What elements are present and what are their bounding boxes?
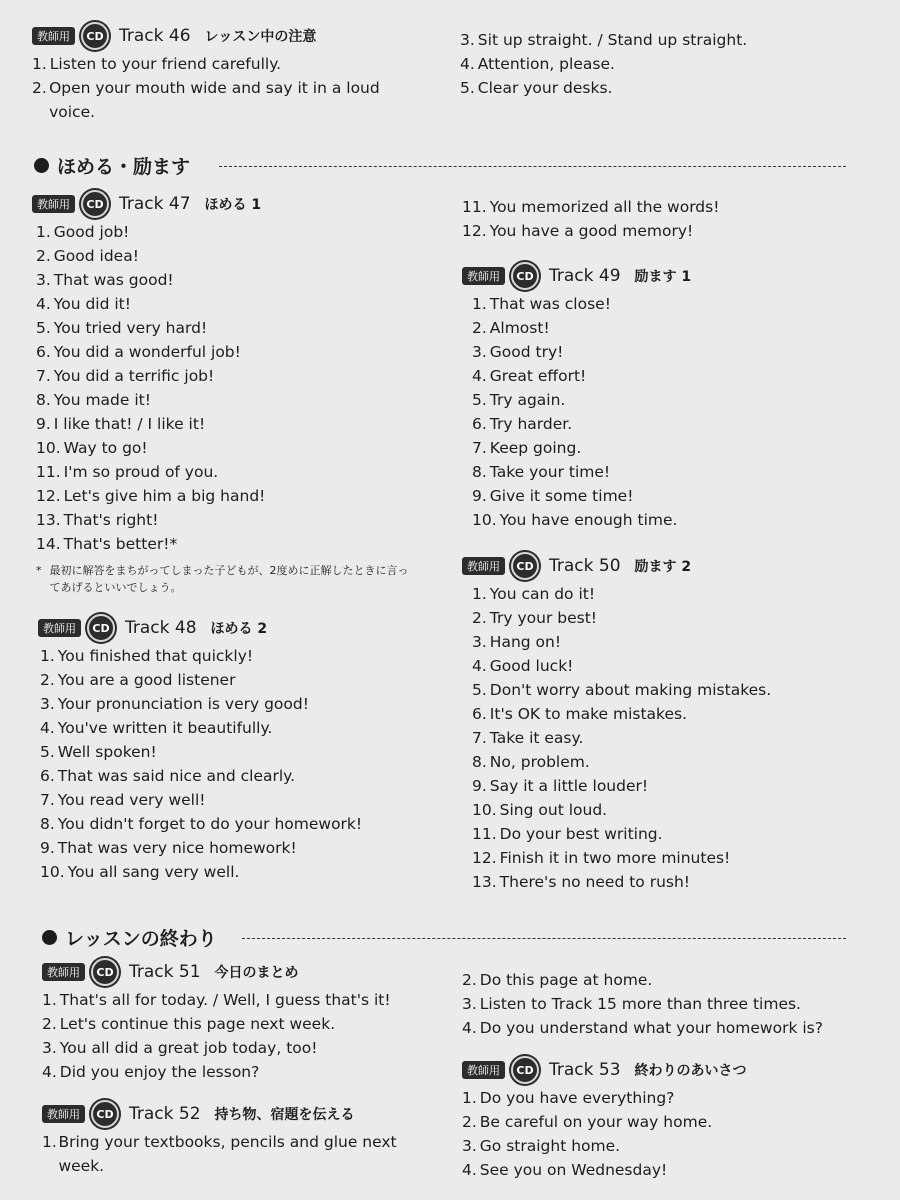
cd-icon: CD — [81, 190, 109, 218]
item-text: No, problem. — [489, 753, 590, 771]
cd-icon: CD — [81, 22, 109, 50]
item-text: Sing out loud. — [499, 801, 608, 819]
list-item — [40, 668, 438, 692]
phrase-list — [42, 1130, 412, 1178]
item-text: Give it some time! — [489, 487, 634, 505]
track-49-block — [462, 260, 862, 532]
track-51-header — [42, 956, 442, 988]
list-item — [42, 1012, 442, 1036]
track-number: Track 52 — [129, 1104, 201, 1124]
list-item — [472, 798, 862, 822]
item-number: 10. — [472, 801, 497, 819]
list-item — [36, 364, 432, 388]
item-text: Let's give him a big hand! — [63, 487, 266, 505]
cd-icon: CD — [91, 958, 119, 986]
phrase-list — [462, 968, 882, 1040]
track-51-block — [42, 956, 442, 1084]
item-text: Try your best! — [489, 609, 597, 627]
item-text: Try again. — [489, 391, 566, 409]
teacher-badge: 教師用 — [32, 27, 75, 45]
track-52-continued — [462, 968, 882, 1040]
track-title: 今日のまとめ — [214, 965, 299, 981]
list-item — [40, 812, 438, 836]
list-item — [472, 822, 862, 846]
item-text: Hang on! — [489, 633, 562, 651]
item-text: Do you have everything? — [479, 1089, 675, 1107]
track-50-block — [462, 550, 862, 894]
list-item — [36, 412, 432, 436]
list-item — [472, 630, 862, 654]
item-text: You all sang very well. — [67, 863, 240, 881]
item-text: You can do it! — [489, 585, 596, 603]
item-text: Listen to Track 15 more than three times. — [479, 995, 801, 1013]
item-text: You memorized all the words! — [489, 198, 720, 216]
item-text: You all did a great job today, too! — [59, 1039, 318, 1057]
list-item — [36, 244, 432, 268]
list-item — [36, 292, 432, 316]
list-item — [472, 340, 862, 364]
section-title: ほめる・励ます — [57, 156, 191, 178]
list-item — [40, 764, 438, 788]
list-item — [472, 846, 862, 870]
item-text: That was close! — [489, 295, 611, 313]
item-text: It's OK to make mistakes. — [489, 705, 687, 723]
list-item — [472, 388, 862, 412]
item-number: 5. — [472, 391, 487, 409]
track-53-block — [462, 1054, 862, 1182]
item-number: 14. — [36, 535, 61, 553]
dashed-divider — [219, 166, 846, 167]
track-47-header — [32, 188, 432, 220]
section-heading-praise — [34, 152, 846, 179]
item-text: Do this page at home. — [479, 971, 653, 989]
teacher-badge: 教師用 — [462, 557, 505, 575]
list-item — [36, 268, 432, 292]
item-number: 5. — [40, 743, 55, 761]
item-number: 2. — [42, 1015, 57, 1033]
item-text: Let's continue this page next week. — [59, 1015, 336, 1033]
item-number: 9. — [40, 839, 55, 857]
item-number: 2. — [462, 971, 477, 989]
list-item — [472, 678, 862, 702]
track-title: 終わりのあいさつ — [634, 1063, 747, 1079]
item-text: Be careful on your way home. — [479, 1113, 713, 1131]
list-item — [42, 988, 442, 1012]
item-text: See you on Wednesday! — [479, 1161, 668, 1179]
track-title: 持ち物、宿題を伝える — [214, 1107, 355, 1123]
section-heading-end — [42, 924, 846, 951]
list-item — [40, 716, 438, 740]
item-text: You have enough time. — [499, 511, 678, 529]
list-item — [42, 1060, 442, 1084]
track-46-header — [32, 20, 412, 52]
item-number: 1. — [32, 55, 47, 73]
item-text: Good idea! — [53, 247, 139, 265]
teacher-badge: 教師用 — [32, 195, 75, 213]
item-number: 3. — [460, 31, 475, 49]
item-number: 10. — [472, 511, 497, 529]
item-text: Good try! — [489, 343, 564, 361]
track-48-block — [38, 612, 438, 884]
item-number: 2. — [32, 79, 47, 97]
item-number: 6. — [40, 767, 55, 785]
item-text: Great effort! — [489, 367, 587, 385]
track-number: Track 50 — [549, 556, 621, 576]
list-item — [472, 654, 862, 678]
track-title: ほめる 2 — [210, 621, 268, 637]
item-number: 11. — [462, 198, 487, 216]
track-46-continued — [460, 28, 860, 100]
track-46-block — [32, 20, 412, 124]
list-item — [472, 508, 862, 532]
item-number: 10. — [40, 863, 65, 881]
list-item — [40, 836, 438, 860]
list-item — [472, 702, 862, 726]
item-number: 13. — [36, 511, 61, 529]
cd-icon: CD — [511, 552, 539, 580]
list-item — [36, 532, 432, 556]
item-number: 3. — [36, 271, 51, 289]
list-item — [36, 460, 432, 484]
item-text: You finished that quickly! — [57, 647, 254, 665]
item-text: You tried very hard! — [53, 319, 208, 337]
item-text: That was said nice and clearly. — [57, 767, 296, 785]
item-number: 7. — [472, 729, 487, 747]
item-number: 2. — [40, 671, 55, 689]
item-number: 4. — [462, 1161, 477, 1179]
list-item — [462, 1016, 882, 1040]
phrase-list — [36, 220, 432, 556]
item-text: Bring your textbooks, pencils and glue next week. — [58, 1133, 397, 1175]
cd-icon: CD — [91, 1100, 119, 1128]
item-number: 1. — [462, 1089, 477, 1107]
list-item — [36, 340, 432, 364]
list-item — [472, 412, 862, 436]
list-item — [36, 484, 432, 508]
item-text: Good job! — [53, 223, 130, 241]
list-item — [462, 1134, 862, 1158]
section-title: レッスンの終わり — [65, 928, 217, 950]
track-title: 励ます 2 — [634, 559, 692, 575]
item-number: 12. — [462, 222, 487, 240]
phrase-list — [32, 52, 412, 124]
item-number: 1. — [36, 223, 51, 241]
list-item — [472, 316, 862, 340]
item-number: 7. — [40, 791, 55, 809]
list-item — [40, 740, 438, 764]
list-item — [460, 28, 860, 52]
item-number: 8. — [472, 753, 487, 771]
list-item — [462, 195, 862, 219]
item-text: That's right! — [63, 511, 159, 529]
item-number: 7. — [472, 439, 487, 457]
list-item — [472, 460, 862, 484]
item-text: That was good! — [53, 271, 174, 289]
list-item — [462, 1086, 862, 1110]
item-text: You did a wonderful job! — [53, 343, 241, 361]
track-53-header — [462, 1054, 862, 1086]
list-item — [472, 484, 862, 508]
list-item — [472, 292, 862, 316]
dashed-divider — [242, 938, 846, 939]
item-text: Well spoken! — [57, 743, 157, 761]
item-text: You did it! — [53, 295, 131, 313]
item-text: You made it! — [53, 391, 151, 409]
cd-icon: CD — [511, 1056, 539, 1084]
item-text: Attention, please. — [477, 55, 615, 73]
item-text: Try harder. — [489, 415, 573, 433]
item-number: 8. — [472, 463, 487, 481]
item-number: 12. — [472, 849, 497, 867]
track-52-block — [42, 1098, 412, 1178]
item-number: 11. — [472, 825, 497, 843]
track-48-header — [38, 612, 438, 644]
list-item — [472, 436, 862, 460]
item-number: 3. — [472, 343, 487, 361]
item-number: 6. — [36, 343, 51, 361]
item-number: 1. — [472, 295, 487, 313]
item-text: You have a good memory! — [489, 222, 694, 240]
track-number: Track 47 — [119, 194, 191, 214]
item-number: 11. — [36, 463, 61, 481]
item-text: Listen to your friend carefully. — [49, 55, 282, 73]
item-number: 6. — [472, 705, 487, 723]
list-item — [472, 364, 862, 388]
item-number: 5. — [472, 681, 487, 699]
list-item — [42, 1130, 412, 1178]
list-item — [40, 692, 438, 716]
list-item — [472, 750, 862, 774]
bullet-icon — [34, 158, 49, 173]
phrase-list — [40, 644, 438, 884]
item-text: You did a terrific job! — [53, 367, 215, 385]
phrase-list — [472, 292, 862, 532]
list-item — [36, 316, 432, 340]
cd-icon: CD — [87, 614, 115, 642]
footnote: * 最初に解答をまちがってしまった子どもが、2度めに正解したときに言ってあげるといいでしょう。 — [36, 562, 416, 596]
item-number: 9. — [472, 487, 487, 505]
list-item — [36, 436, 432, 460]
item-text: I'm so proud of you. — [63, 463, 219, 481]
item-text: Do your best writing. — [499, 825, 663, 843]
item-number: 4. — [472, 367, 487, 385]
item-number: 10. — [36, 439, 61, 457]
track-title: 励ます 1 — [634, 269, 692, 285]
item-text: Your pronunciation is very good! — [57, 695, 309, 713]
track-number: Track 46 — [119, 26, 191, 46]
track-47-block — [32, 188, 432, 596]
item-number: 1. — [472, 585, 487, 603]
track-50-header — [462, 550, 862, 582]
item-number: 4. — [472, 657, 487, 675]
item-number: 6. — [472, 415, 487, 433]
list-item — [40, 644, 438, 668]
phrase-list — [462, 195, 862, 243]
list-item — [462, 1158, 862, 1182]
item-number: 3. — [462, 1137, 477, 1155]
phrase-list — [460, 28, 860, 100]
item-number: 12. — [36, 487, 61, 505]
item-text: Keep going. — [489, 439, 582, 457]
footnote-text: 最初に解答をまちがってしまった子どもが、2度めに正解したときに言ってあげるといいでしょう。 — [49, 564, 409, 594]
item-number: 5. — [460, 79, 475, 97]
track-number: Track 53 — [549, 1060, 621, 1080]
list-item — [460, 76, 860, 100]
item-number: 4. — [36, 295, 51, 313]
item-number: 13. — [472, 873, 497, 891]
track-number: Track 51 — [129, 962, 201, 982]
list-item — [462, 992, 882, 1016]
item-text: That's better!* — [63, 535, 178, 553]
item-number: 7. — [36, 367, 51, 385]
bullet-icon — [42, 930, 57, 945]
track-47-continued — [462, 195, 862, 243]
item-number: 2. — [462, 1113, 477, 1131]
list-item — [462, 968, 882, 992]
item-text: You've written it beautifully. — [57, 719, 273, 737]
list-item — [40, 860, 438, 884]
list-item — [460, 52, 860, 76]
item-text: You read very well! — [57, 791, 206, 809]
item-number: 9. — [36, 415, 51, 433]
item-number: 5. — [36, 319, 51, 337]
item-text: Almost! — [489, 319, 550, 337]
list-item — [42, 1036, 442, 1060]
item-number: 1. — [40, 647, 55, 665]
item-number: 2. — [472, 319, 487, 337]
track-number: Track 49 — [549, 266, 621, 286]
item-number: 8. — [36, 391, 51, 409]
item-text: That was very nice homework! — [57, 839, 297, 857]
phrase-list — [462, 1086, 862, 1182]
item-text: Good luck! — [489, 657, 574, 675]
list-item — [472, 606, 862, 630]
list-item — [472, 774, 862, 798]
item-text: Do you understand what your homework is? — [479, 1019, 823, 1037]
list-item — [472, 582, 862, 606]
item-text: Clear your desks. — [477, 79, 613, 97]
track-title: レッスン中の注意 — [204, 29, 317, 45]
list-item — [40, 788, 438, 812]
list-item — [32, 76, 412, 124]
item-number: 3. — [462, 995, 477, 1013]
item-number: 4. — [462, 1019, 477, 1037]
item-number: 2. — [472, 609, 487, 627]
teacher-badge: 教師用 — [462, 1061, 505, 1079]
item-text: Go straight home. — [479, 1137, 621, 1155]
track-title: ほめる 1 — [204, 197, 262, 213]
list-item — [462, 1110, 862, 1134]
item-text: Way to go! — [63, 439, 148, 457]
item-text: Did you enjoy the lesson? — [59, 1063, 260, 1081]
item-text: Open your mouth wide and say it in a loud voice. — [49, 79, 380, 121]
teacher-badge: 教師用 — [38, 619, 81, 637]
item-number: 2. — [36, 247, 51, 265]
list-item — [36, 388, 432, 412]
item-text: Take your time! — [489, 463, 611, 481]
item-number: 1. — [42, 1133, 57, 1151]
item-text: That's all for today. / Well, I guess that's it! — [59, 991, 391, 1009]
phrase-list — [42, 988, 442, 1084]
track-number: Track 48 — [125, 618, 197, 638]
item-text: Finish it in two more minutes! — [499, 849, 731, 867]
item-text: You are a good listener — [57, 671, 236, 689]
item-text: Say it a little louder! — [489, 777, 649, 795]
item-text: There's no need to rush! — [499, 873, 691, 891]
item-text: Don't worry about making mistakes. — [489, 681, 772, 699]
item-number: 3. — [40, 695, 55, 713]
list-item — [472, 726, 862, 750]
item-text: I like that! / I like it! — [53, 415, 206, 433]
item-number: 4. — [40, 719, 55, 737]
item-number: 4. — [42, 1063, 57, 1081]
item-number: 3. — [42, 1039, 57, 1057]
item-text: You didn't forget to do your homework! — [57, 815, 363, 833]
teacher-badge: 教師用 — [42, 1105, 85, 1123]
teacher-badge: 教師用 — [462, 267, 505, 285]
item-number: 9. — [472, 777, 487, 795]
cd-icon: CD — [511, 262, 539, 290]
phrase-list — [472, 582, 862, 894]
item-text: Sit up straight. / Stand up straight. — [477, 31, 748, 49]
item-text: Take it easy. — [489, 729, 584, 747]
item-number: 1. — [42, 991, 57, 1009]
list-item — [462, 219, 862, 243]
list-item — [32, 52, 412, 76]
list-item — [472, 870, 862, 894]
item-number: 8. — [40, 815, 55, 833]
list-item — [36, 220, 432, 244]
item-number: 3. — [472, 633, 487, 651]
track-49-header — [462, 260, 862, 292]
item-number: 4. — [460, 55, 475, 73]
list-item — [36, 508, 432, 532]
track-52-header — [42, 1098, 412, 1130]
teacher-badge: 教師用 — [42, 963, 85, 981]
